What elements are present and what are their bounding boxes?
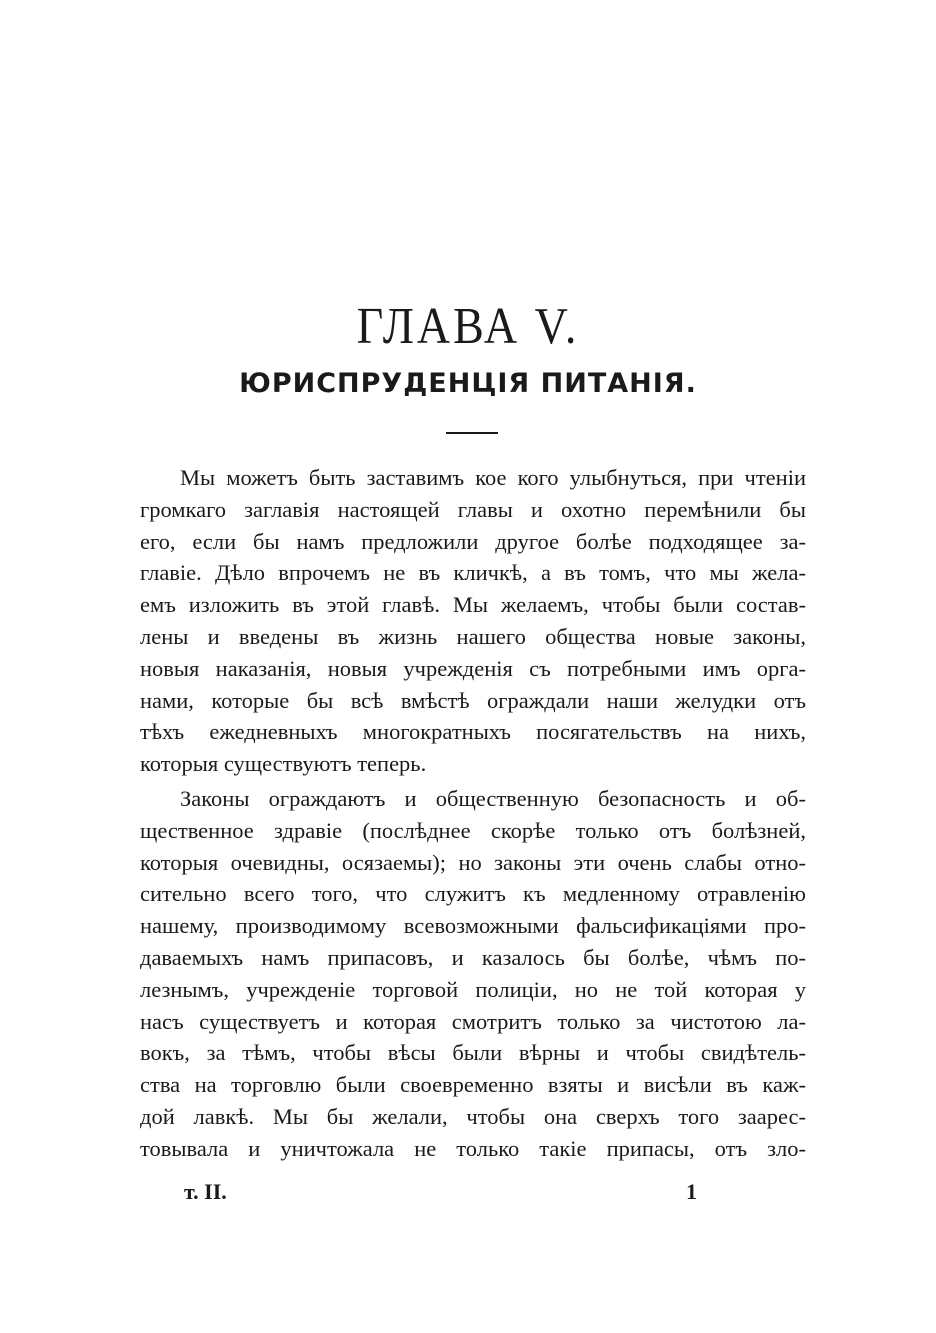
- text-line: вокъ, за тѣмъ, чтобы вѣсы были вѣрны и чтобы свидѣтель-: [140, 1040, 806, 1066]
- text-line: емъ изложить въ этой главѣ. Мы желаемъ, чтобы были состав-: [140, 592, 806, 618]
- chapter-title: ГЛАВА V.: [356, 296, 580, 354]
- text-line: которыя очевидны, осязаемы); но законы эти очень слабы отно-: [140, 849, 806, 875]
- paragraph: [140, 783, 806, 1165]
- text-line: новыя наказанія, новыя учрежденія съ потребными имъ орга-: [140, 655, 806, 681]
- chapter-subtitle: ЮРИСПРУДЕНЦІЯ ПИТАНІЯ.: [239, 368, 697, 399]
- text-line: лены и введены въ жизнь нашего общества новые законы,: [140, 623, 806, 649]
- text-line: насъ существуетъ и которая смотритъ только за чистотою ла-: [140, 1008, 806, 1034]
- text-line: дой лавкѣ. Мы бы желали, чтобы она сверхъ того заарес-: [140, 1103, 806, 1129]
- body-text: [140, 462, 806, 1165]
- signature-mark: 1: [686, 1179, 697, 1204]
- page-footer: [0, 1175, 936, 1209]
- text-line: даваемыхъ намъ припасовъ, и казалось бы болѣе, чѣмъ по-: [140, 944, 806, 970]
- text-line: Законы ограждаютъ и общественную безопасность и об-: [180, 785, 806, 811]
- text-line: главіе. Дѣло впрочемъ не въ кличкѣ, а въ томъ, что мы жела-: [140, 560, 806, 586]
- text-line: лезнымъ, учрежденіе торговой полиціи, но не той которая у: [140, 976, 806, 1002]
- volume-mark: т. II.: [184, 1179, 227, 1204]
- text-line: нами, которые бы всѣ вмѣстѣ ограждали наши желудки отъ: [140, 687, 806, 713]
- text-line: его, если бы намъ предложили другое болѣе подходящее за-: [140, 528, 806, 554]
- text-line: товывала и уничтожала не только такіе припасы, отъ зло-: [140, 1135, 806, 1161]
- text-line: которыя существуютъ теперь.: [140, 751, 427, 777]
- title-divider: [446, 432, 498, 434]
- text-line: сительно всего того, что служитъ къ медленному отравленію: [140, 881, 806, 907]
- text-line: Мы можетъ быть заставимъ кое кого улыбнуться, при чтеніи: [180, 465, 806, 490]
- text-line: щественное здравіе (послѣднее скорѣе только отъ болѣзней,: [140, 817, 806, 843]
- text-line: нашему, производимому всевозможными фальсификаціями про-: [140, 913, 806, 939]
- text-line: ства на торговлю были своевременно взяты и висѣли въ каж-: [140, 1072, 806, 1098]
- text-line: громкаго заглавія настоящей главы и охотно перемѣнили бы: [140, 496, 806, 522]
- text-line: тѣхъ ежедневныхъ многократныхъ посягательствъ на нихъ,: [140, 719, 806, 745]
- paragraph: [140, 462, 806, 780]
